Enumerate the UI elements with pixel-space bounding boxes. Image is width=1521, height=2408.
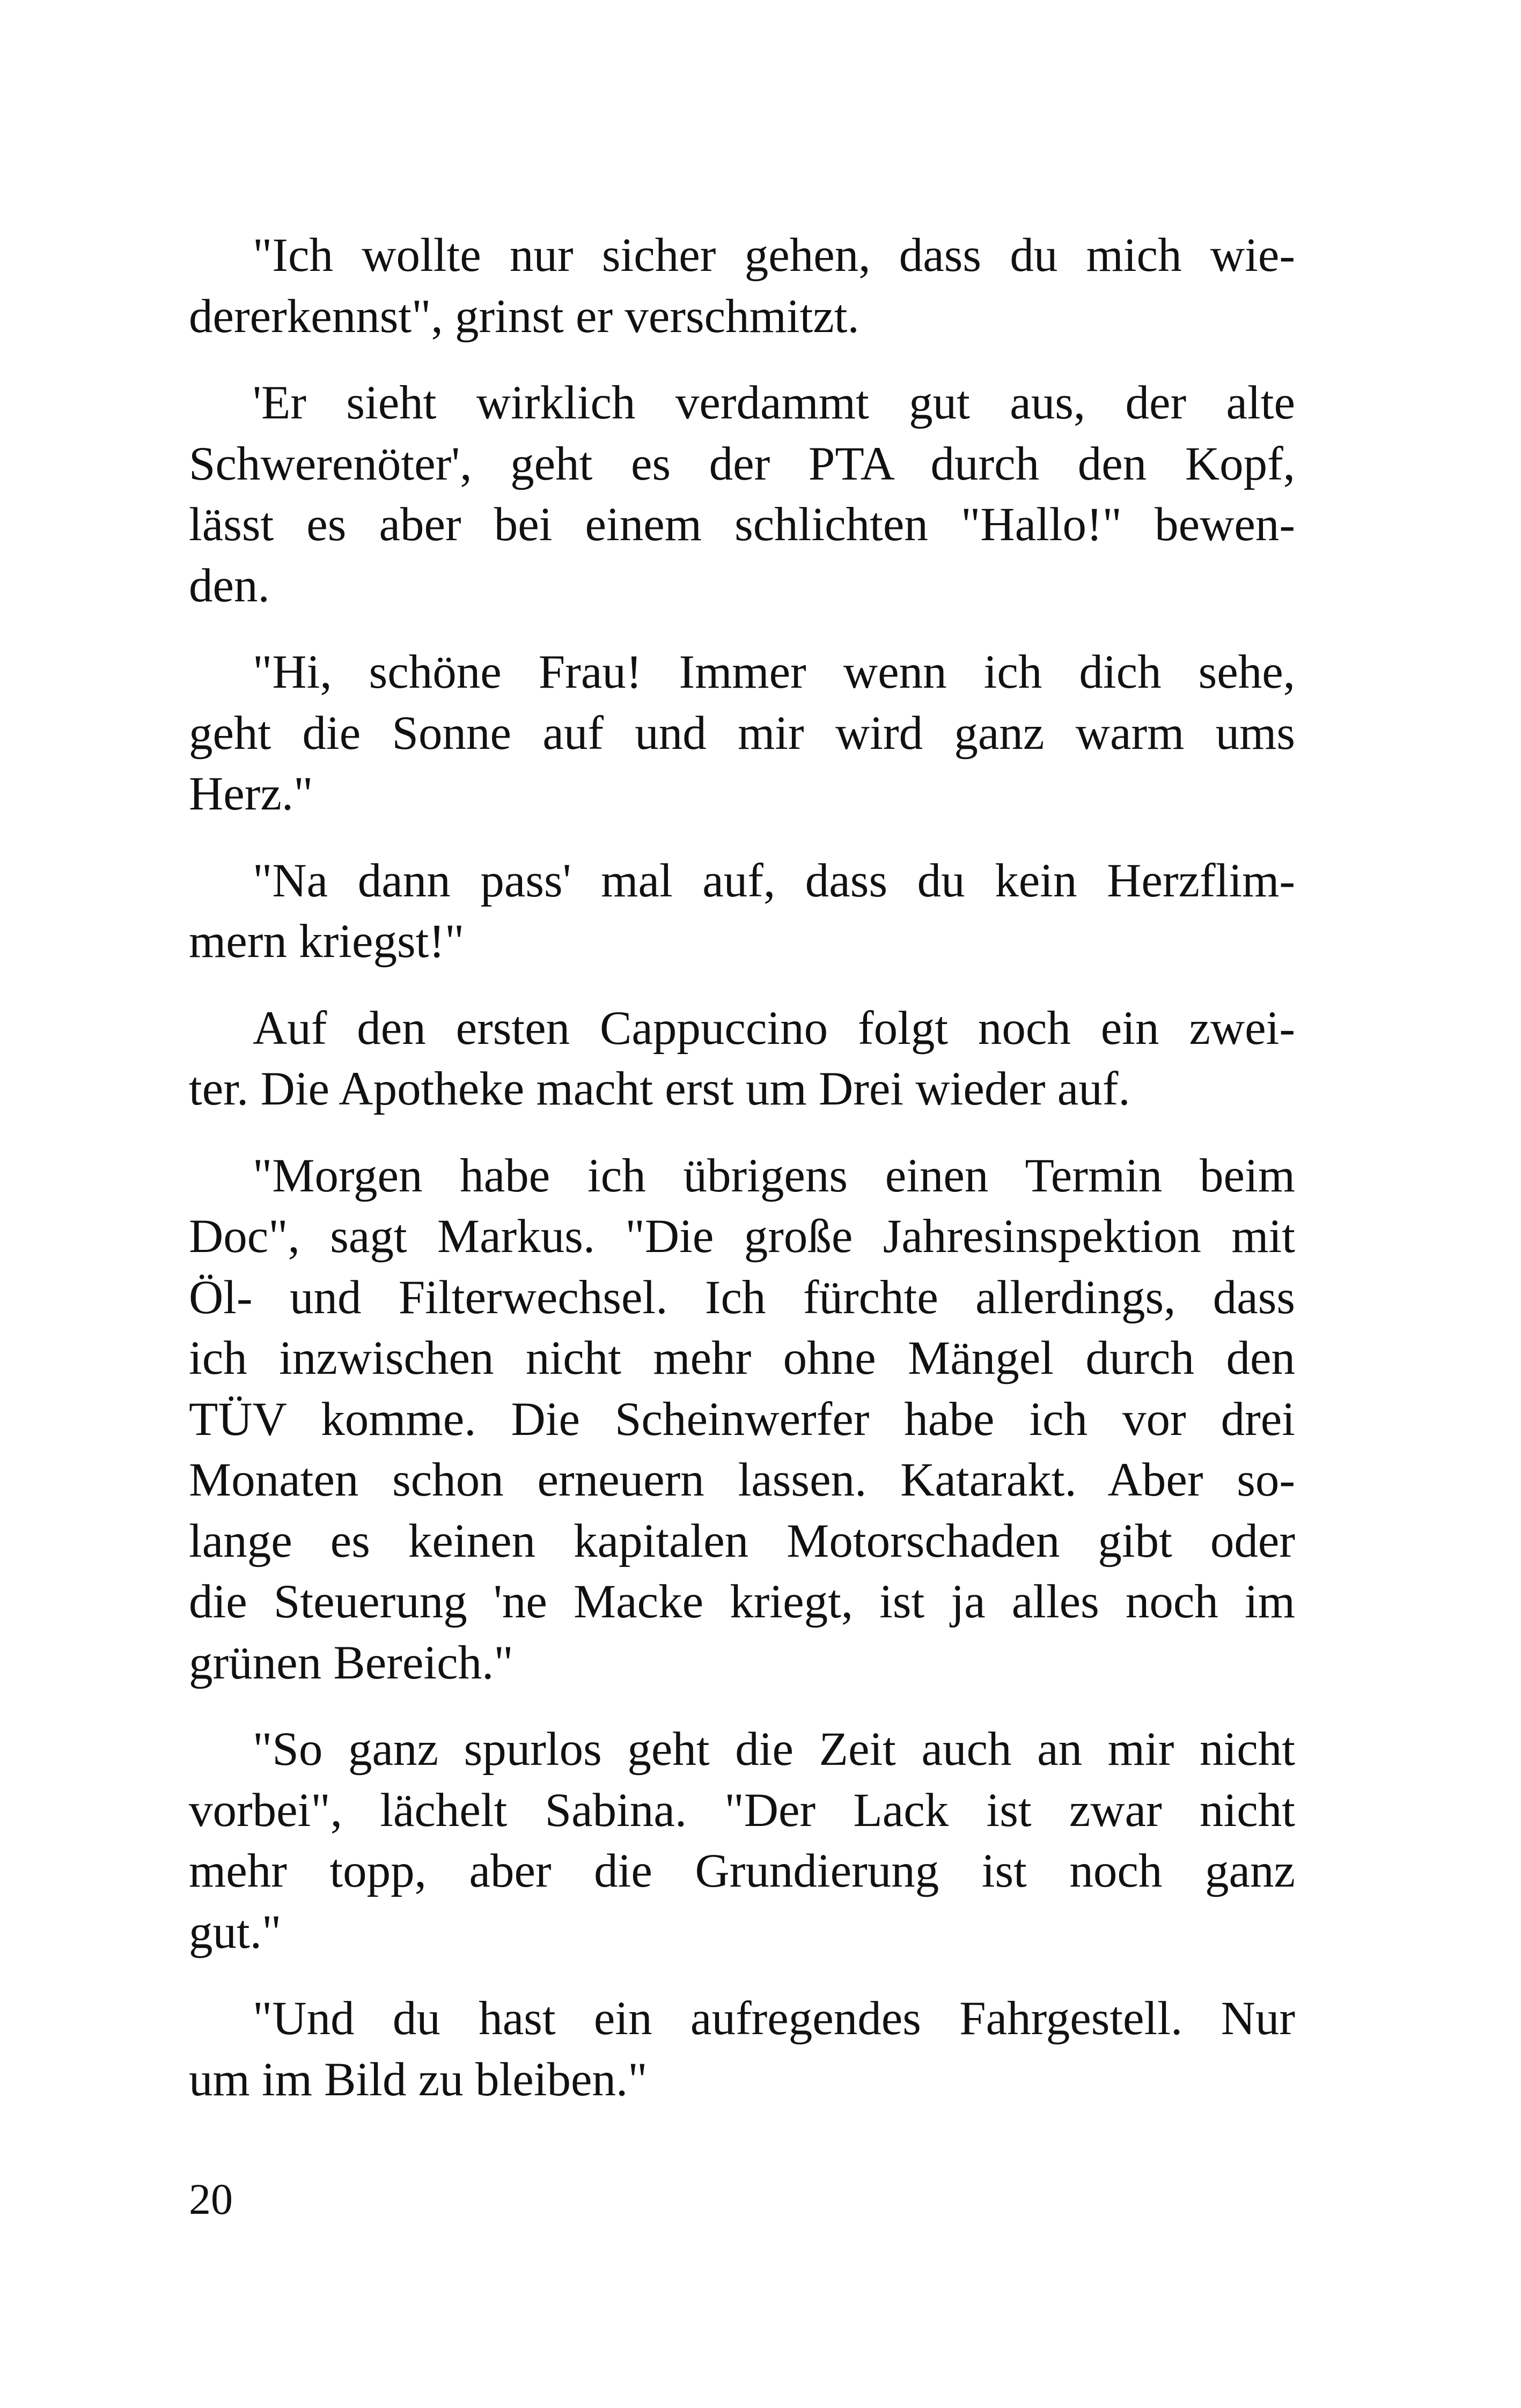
- text-line: ich inzwischen nicht mehr ohne Mängel durch den: [189, 1332, 1295, 1385]
- paragraph: [189, 998, 1295, 1120]
- text-line: "Und du hast ein aufregendes Fahrgestell. Nur: [253, 1992, 1295, 2045]
- page-number: 20: [189, 2175, 233, 2223]
- text-line: um im Bild zu bleiben.": [189, 2053, 648, 2106]
- paragraph: [189, 851, 1295, 973]
- text-line: Doc", sagt Markus. "Die große Jahresinspektion mit: [189, 1210, 1295, 1263]
- text-line: mern kriegst!": [189, 915, 465, 968]
- paragraph: [189, 1146, 1295, 1694]
- page-body: [189, 225, 1295, 2136]
- text-line: Herz.": [189, 768, 313, 820]
- text-line: 'Er sieht wirklich verdammt gut aus, der alte: [253, 377, 1295, 429]
- text-line: "Ich wollte nur sicher gehen, dass du mich wie-: [253, 229, 1295, 282]
- text-line: Auf den ersten Cappuccino folgt noch ein zwei-: [253, 1002, 1295, 1055]
- text-line: "So ganz spurlos geht die Zeit auch an mir nicht: [253, 1723, 1295, 1776]
- text-line: die Steuerung 'ne Macke kriegt, ist ja alles noch im: [189, 1575, 1295, 1628]
- paragraph: [189, 642, 1295, 825]
- text-line: Schwerenöter', geht es der PTA durch den Kopf,: [189, 437, 1295, 490]
- text-line: lange es keinen kapitalen Motorschaden gibt oder: [189, 1514, 1295, 1567]
- text-line: vorbei", lächelt Sabina. "Der Lack ist zwar nicht: [189, 1784, 1295, 1837]
- text-line: Öl- und Filterwechsel. Ich fürchte allerdings, dass: [189, 1271, 1295, 1324]
- text-line: ter. Die Apotheke macht erst um Drei wieder auf.: [189, 1063, 1130, 1115]
- text-line: "Morgen habe ich übrigens einen Termin beim: [253, 1149, 1295, 1202]
- paragraph: [189, 225, 1295, 347]
- text-line: TÜV komme. Die Scheinwerfer habe ich vor drei: [189, 1393, 1295, 1446]
- paragraph: [189, 373, 1295, 616]
- text-line: grünen Bereich.": [189, 1636, 513, 1689]
- text-line: "Na dann pass' mal auf, dass du kein Herzflim-: [253, 854, 1295, 907]
- text-line: dererkennst", grinst er verschmitzt.: [189, 290, 859, 343]
- paragraph: [189, 1719, 1295, 1963]
- text-line: lässt es aber bei einem schlichten "Hallo!" bewen-: [189, 498, 1295, 551]
- paragraph: [189, 1989, 1295, 2110]
- text-line: geht die Sonne auf und mir wird ganz warm ums: [189, 706, 1295, 760]
- text-line: "Hi, schöne Frau! Immer wenn ich dich sehe,: [253, 646, 1295, 698]
- text-line: Monaten schon erneuern lassen. Katarakt. Aber so-: [189, 1454, 1295, 1506]
- text-line: den.: [189, 559, 270, 612]
- text-line: gut.": [189, 1905, 282, 1958]
- text-line: mehr topp, aber die Grundierung ist noch ganz: [189, 1845, 1295, 1897]
